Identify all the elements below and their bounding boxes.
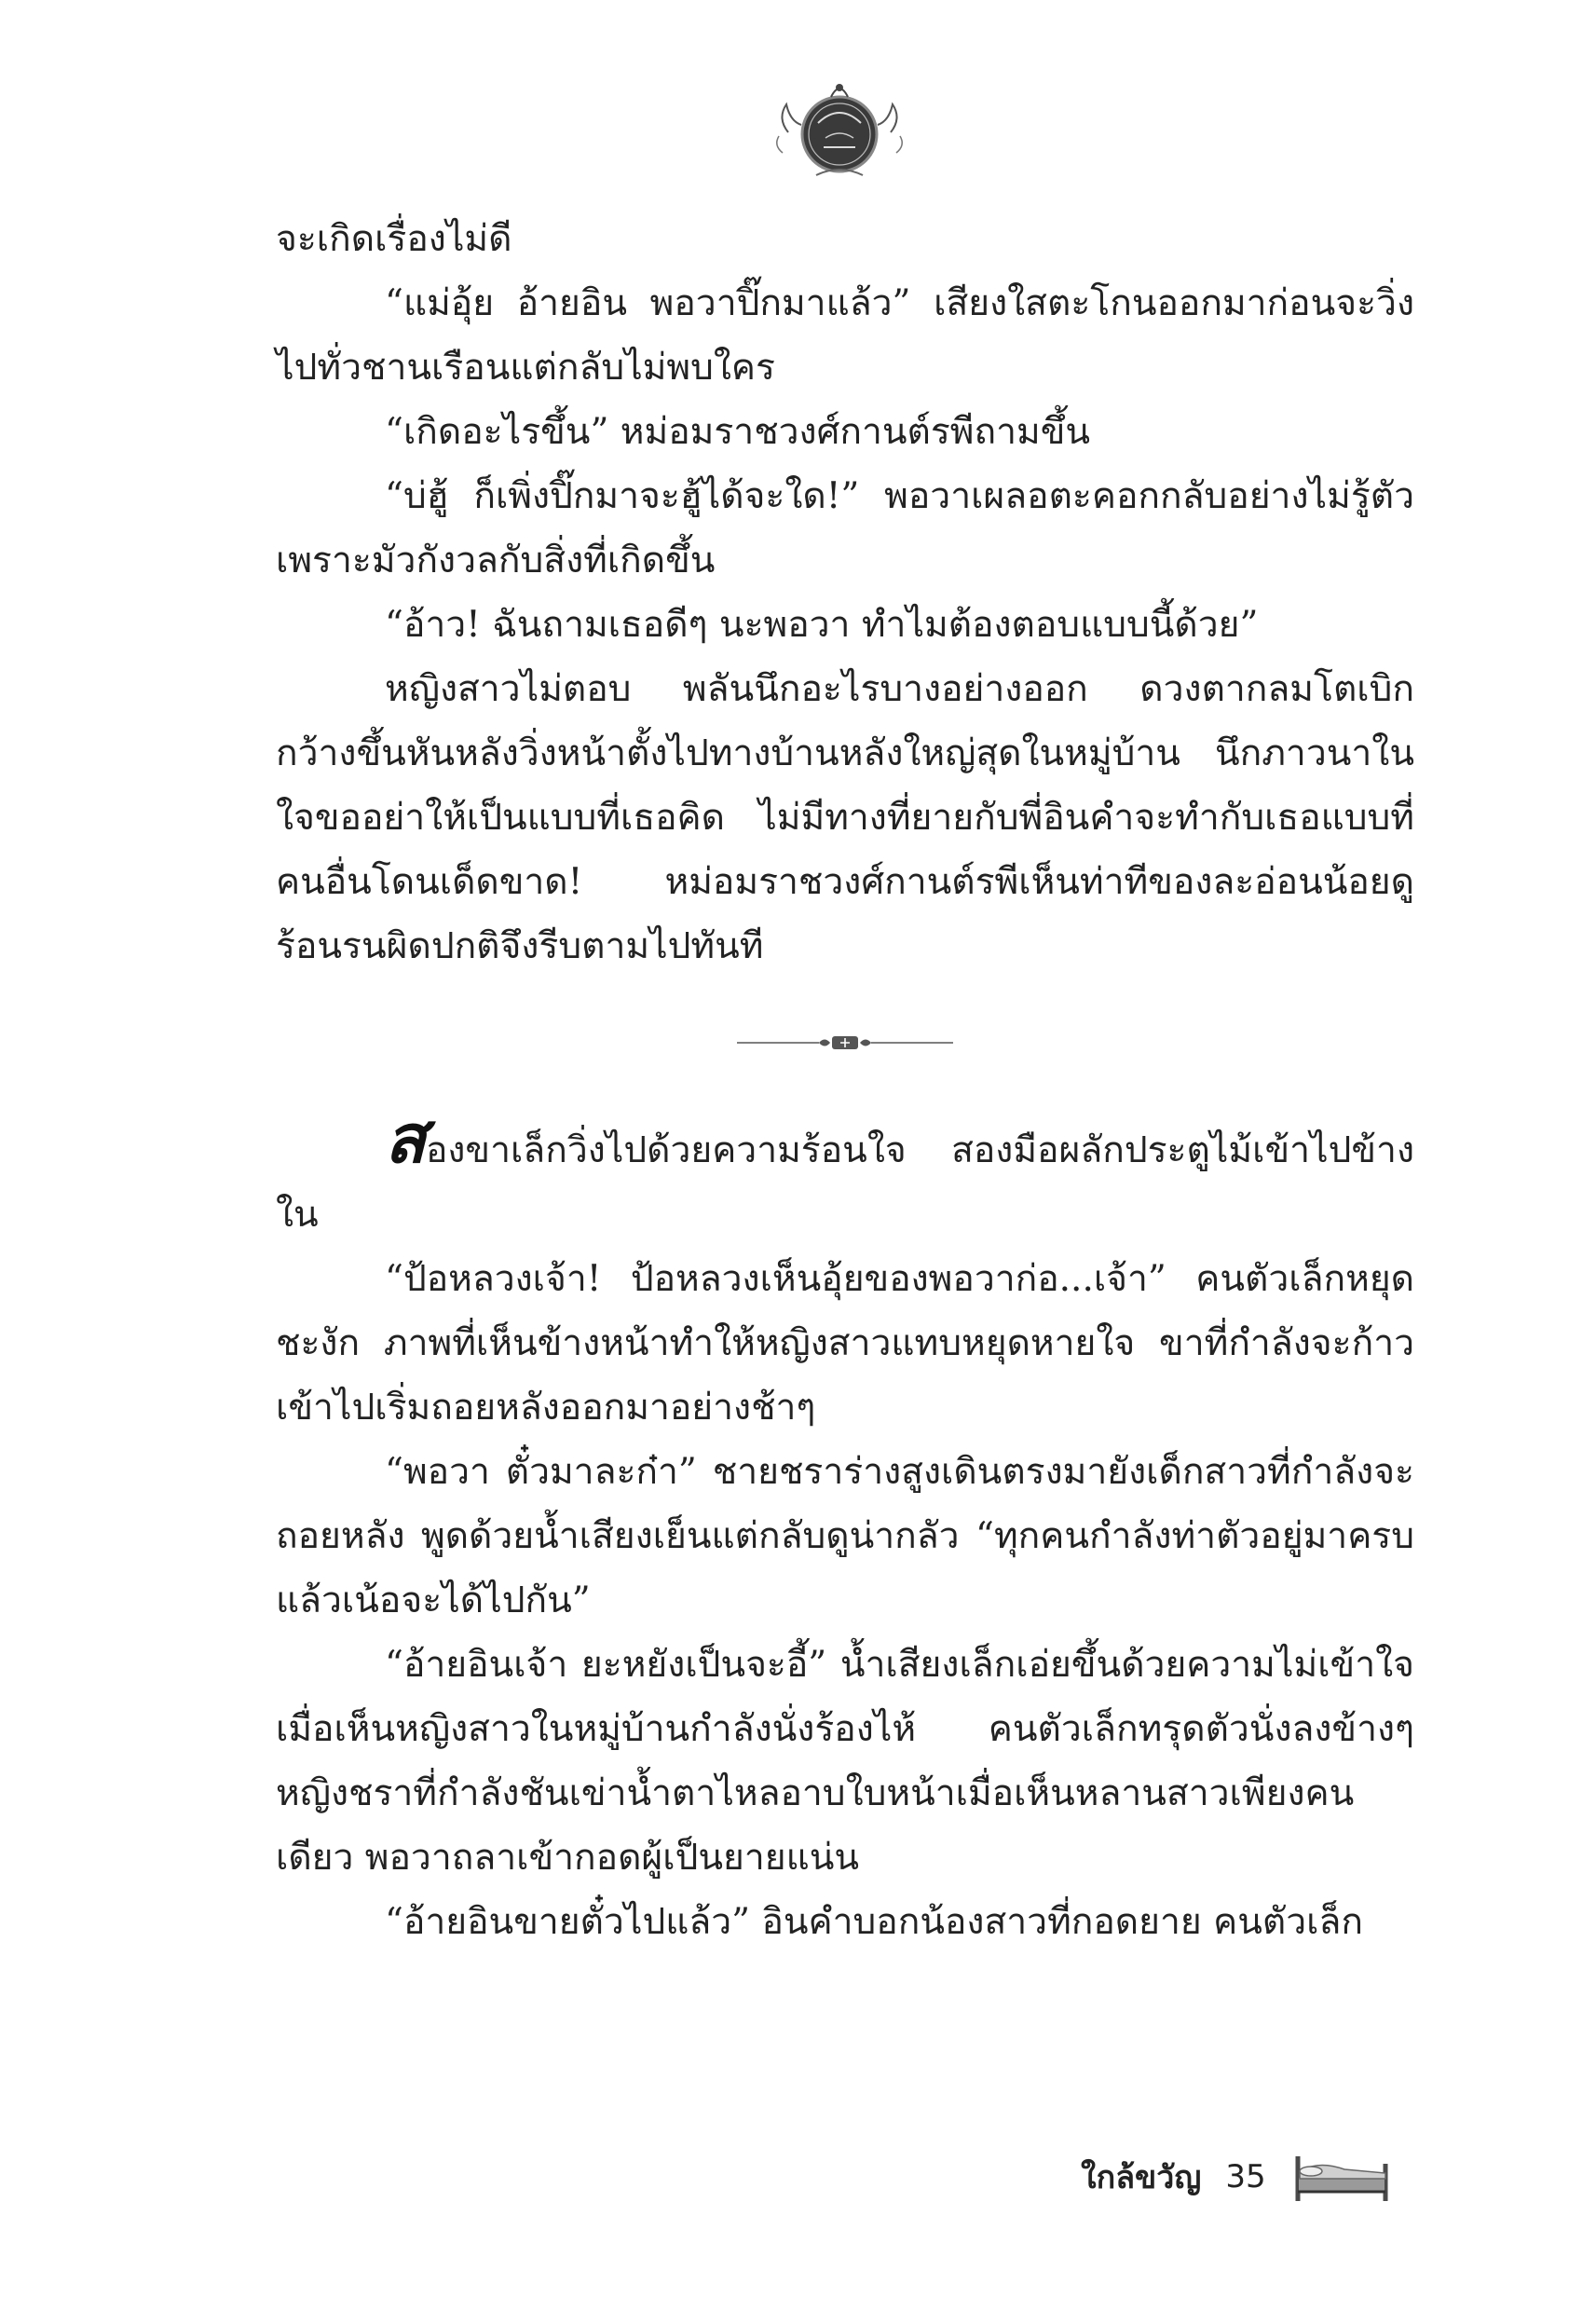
page-footer [1081,2143,1393,2210]
paragraph: หญิงสาวไม่ตอบ พลันนึกอะไรบางอย่างออก ดวงตากลมโตเบิกกว้างขึ้นหันหลังวิ่งหน้าตั้งไปทางบ้านหลังใหญ่สุดในหมู่บ้าน นึกภาวนาในใจขออย่าให้เป็นแบบที่เธอคิด ไม่มีทางที่ยายกับพี่อินคำจะทำกับเธอแบบที่คนอื่นโดนเด็ดขาด! หม่อมราชวงศ์กานต์รพีเห็นท่าทีของละอ่อนน้อยดูร้อนรนผิดปกติจึงรีบตามไปทันที [276,668,1414,967]
paragraph: “แม่อุ้ย อ้ายอิน พอวาปิ๊กมาแล้ว” เสียงใสตะโกนออกมาก่อนจะวิ่งไปทั่วชานเรือนแต่กลับไม่พบใคร [276,282,1414,389]
section-opening-paragraph [276,1100,1414,1247]
book-title: ใกล้ขวัญ [1081,2159,1202,2196]
ornamental-crest-icon [770,67,909,179]
paragraph: “อ้ายอินเจ้า ยะหยังเป็นจะอี้” น้ำเสียงเล็กเอ่ยขึ้นด้วยความไม่เข้าใจเมื่อเห็นหญิงสาวในหมู่บ้านกำลังนั่งร้องไห้ คนตัวเล็กทรุดตัวนั่งลงข้างๆ หญิงชราที่กำลังชันเข่าน้ำตาไหลอาบใบหน้าเมื่อเห็นหลานสาวเพียงคนเดียว พอวาถลาเข้ากอดผู้เป็นยายแน่น [276,1644,1414,1879]
paragraph-text: องขาเล็กวิ่งไปด้วยความร้อนใจ สองมือผลักประตูไม้เข้าไปข้างใน [276,1129,1414,1236]
paragraph: “ป้อหลวงเจ้า! ป้อหลวงเห็นอุ้ยของพอวาก่อ...เจ้า” คนตัวเล็กหยุดชะงัก ภาพที่เห็นข้างหน้าทำให้หญิงสาวแทบหยุดหายใจ ขาที่กำลังจะก้าวเข้าไปเริ่มถอยหลังออกมาอย่างช้าๆ [276,1258,1414,1429]
paragraph: “อ้าว! ฉันถามเธอดีๆ นะพอวา ทำไมต้องตอบแบบนี้ด้วย” [385,604,1259,646]
paragraph: “เกิดอะไรขึ้น” หม่อมราชวงศ์กานต์รพีถามขึ้น [385,411,1091,453]
ornamental-divider-icon [733,1032,957,1054]
paragraph: จะเกิดเรื่องไม่ดี [276,218,512,260]
page-number: 35 [1225,2158,1266,2195]
paragraph: “อ้ายอินขายตั๋วไปแล้ว” อินคำบอกน้องสาวที่กอดยาย คนตัวเล็ก [385,1901,1363,1943]
section-divider [276,978,1414,1107]
drop-cap: ส [385,1100,426,1178]
bed-icon [1290,2143,1393,2210]
paragraph: “บ่ฮู้ ก็เพิ่งปิ๊กมาจะฮู้ได้จะใด!” พอวาเผลอตะคอกกลับอย่างไม่รู้ตัวเพราะมัวกังวลกับสิ่งที่เกิดขึ้น [276,475,1414,581]
chapter-text [276,207,1414,1954]
paragraph: “พอวา ตั๋วมาละก๋า” ชายชราร่างสูงเดินตรงมายังเด็กสาวที่กำลังจะถอยหลัง พูดด้วยน้ำเสียงเย็นแต่กลับดูน่ากลัว “ทุกคนกำลังท่าตัวอยู่มาครบแล้วเน้อจะได้ไปกัน” [276,1451,1414,1621]
